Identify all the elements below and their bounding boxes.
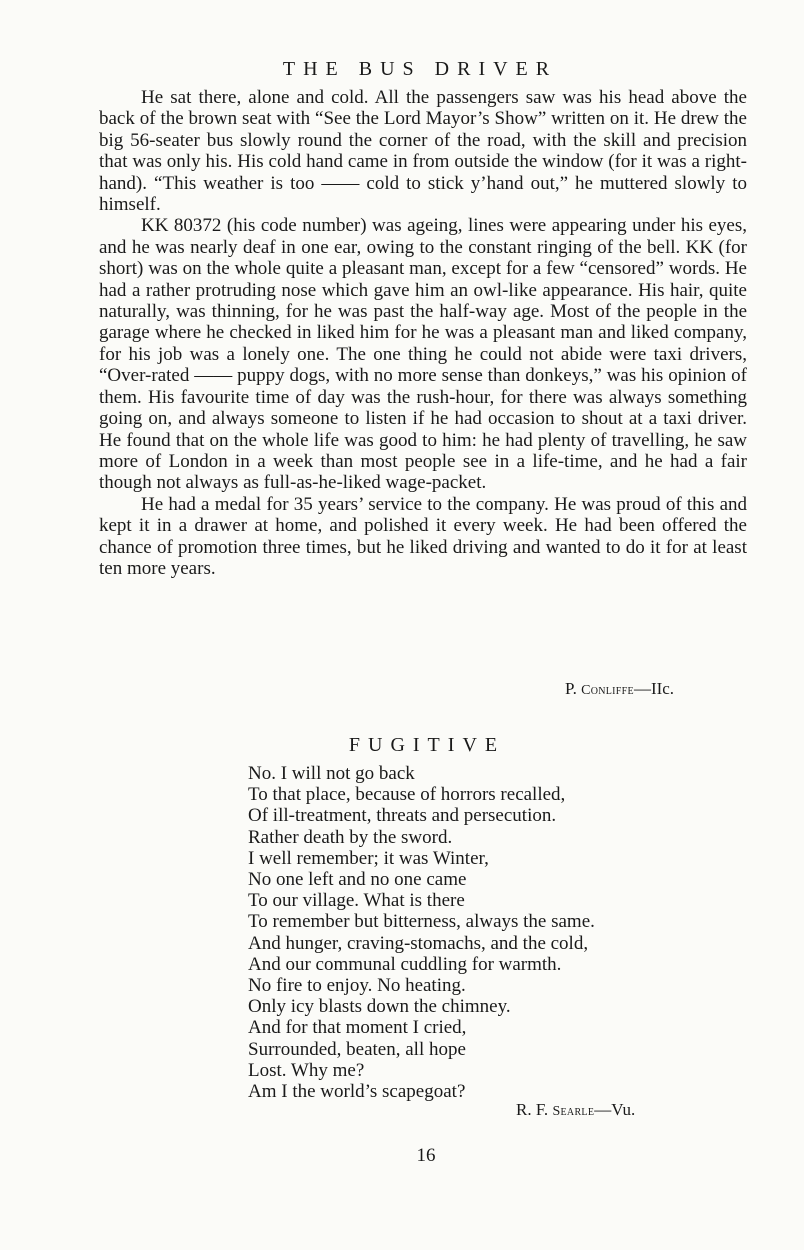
- story-author: [565, 679, 674, 699]
- page-number: 16: [416, 1145, 436, 1166]
- poem-line: To remember but bitterness, always the same.: [248, 911, 595, 933]
- poem-line: Rather death by the sword.: [248, 826, 453, 848]
- story-paragraph-2: KK 80372 (his code number) was ageing, lines were appearing under his eyes, and he was nearly deaf in one ear, owing to the constant ringing of the bell. KK (for short) was on the whole quite a pleasant man, except for a few “censored” words. He had a rather protruding nose which gave him an owl-like appearance. His hair, quite naturally, was thinning, for he was past the half-way age. Most of the people in the garage where he checked in liked him for he was a pleasant man and liked company, for his job was a lonely one. The one thing he could not abide were taxi drivers, “Over-rated —— puppy dogs, with no more sense than donkeys,” was his opinion of them. His favourite time of day was the rush-hour, for there was always something going on, and always someone to listen if he had occasion to shout at a taxi driver. He found that on the whole life was good to him: he had plenty of travelling, he saw more of London in a week than most people see in a life-time, and he had a fair though not always as full-as-he-liked wage-packet.: [99, 215, 747, 494]
- poem-author-form: —Vu.: [594, 1100, 636, 1119]
- poem-author: [516, 1100, 635, 1120]
- story-author-surname: Conliffe: [581, 683, 634, 698]
- poem-author-surname: Searle: [552, 1104, 595, 1119]
- poem-line: To our village. What is there: [248, 890, 465, 912]
- poem-line: I well remember; it was Winter,: [248, 847, 489, 869]
- poem-line: To that place, because of horrors recalled,: [248, 784, 566, 806]
- story-paragraph-1: He sat there, alone and cold. All the passengers saw was his head above the back of the brown seat with “See the Lord Mayor’s Show” written on it. He drew the big 56-seater bus slowly round the corner of the road, with the skill and precision that was only his. His cold hand came in from outside the window (for it was a right-hand). “This weather is too —— cold to stick y’hand out,” he muttered slowly to himself.: [99, 87, 747, 216]
- poem-line: Am I the world’s scapegoat?: [248, 1081, 466, 1103]
- poem-line: And hunger, craving-stomachs, and the cold,: [248, 932, 589, 954]
- poem-author-initial: R. F.: [516, 1100, 549, 1119]
- poem-line: No one left and no one came: [248, 869, 467, 891]
- poem-line: Of ill-treatment, threats and persecution.: [248, 805, 557, 827]
- poem-line: Lost. Why me?: [248, 1059, 365, 1081]
- poem-line: Surrounded, beaten, all hope: [248, 1038, 466, 1060]
- story-body: [99, 87, 747, 579]
- poem-line: And for that moment I cried,: [248, 1017, 467, 1039]
- poem-line: Only icy blasts down the chimney.: [248, 996, 511, 1018]
- story-author-form: —IIc.: [633, 679, 675, 698]
- story-paragraph-3: He had a medal for 35 years’ service to the company. He was proud of this and kept it in a drawer at home, and polished it every week. He had been offered the chance of promotion three times, but he liked driving and wanted to do it for at least ten more years.: [99, 493, 747, 579]
- poem-line: No fire to enjoy. No heating.: [248, 975, 466, 997]
- poem-title: FUGITIVE: [348, 734, 506, 756]
- poem-body: [248, 763, 595, 1102]
- story-author-initial: P.: [565, 679, 577, 698]
- poem-line: And our communal cuddling for warmth.: [248, 953, 562, 975]
- poem-line: No. I will not go back: [248, 763, 415, 784]
- story-title: THE BUS DRIVER: [282, 58, 558, 80]
